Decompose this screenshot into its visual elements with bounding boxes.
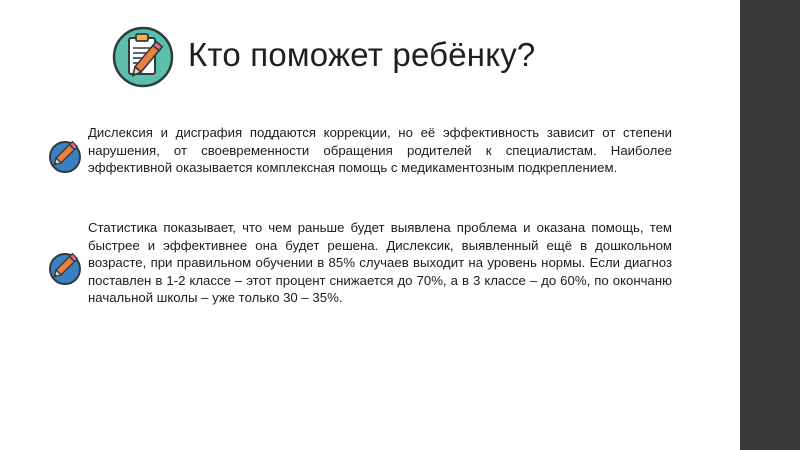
page-title: Кто поможет ребёнку? <box>188 36 536 73</box>
clipboard-pencil-icon <box>112 26 174 88</box>
paragraph-statistics: Статистика показывает, что чем раньше будет выявлена проблема и оказана помощь, тем быстрее и эффективнее она будет решена. Дислексик, выявленный ещё в дошкольном возрасте, при правильном обучении в 85% случаев выходит на уровень нормы. Если диагноз поставлен в 1-2 классе – этот процент снижается до 70%, а в 3 классе – до 60%, по окончаню начальной школы – уже только 30 – 35%. <box>88 220 672 306</box>
pencil-icon <box>48 252 82 286</box>
paragraph-correction: Дислексия и дисграфия поддаются коррекции, но её эффективность зависит от степени нарушения, от своевременности обращения родителей к специалистам. Наиболее эффективной оказывается комплексная помощь с медикаментозным подкреплением. <box>88 125 672 176</box>
sidebar-strip <box>740 0 800 450</box>
pencil-icon <box>48 140 82 174</box>
